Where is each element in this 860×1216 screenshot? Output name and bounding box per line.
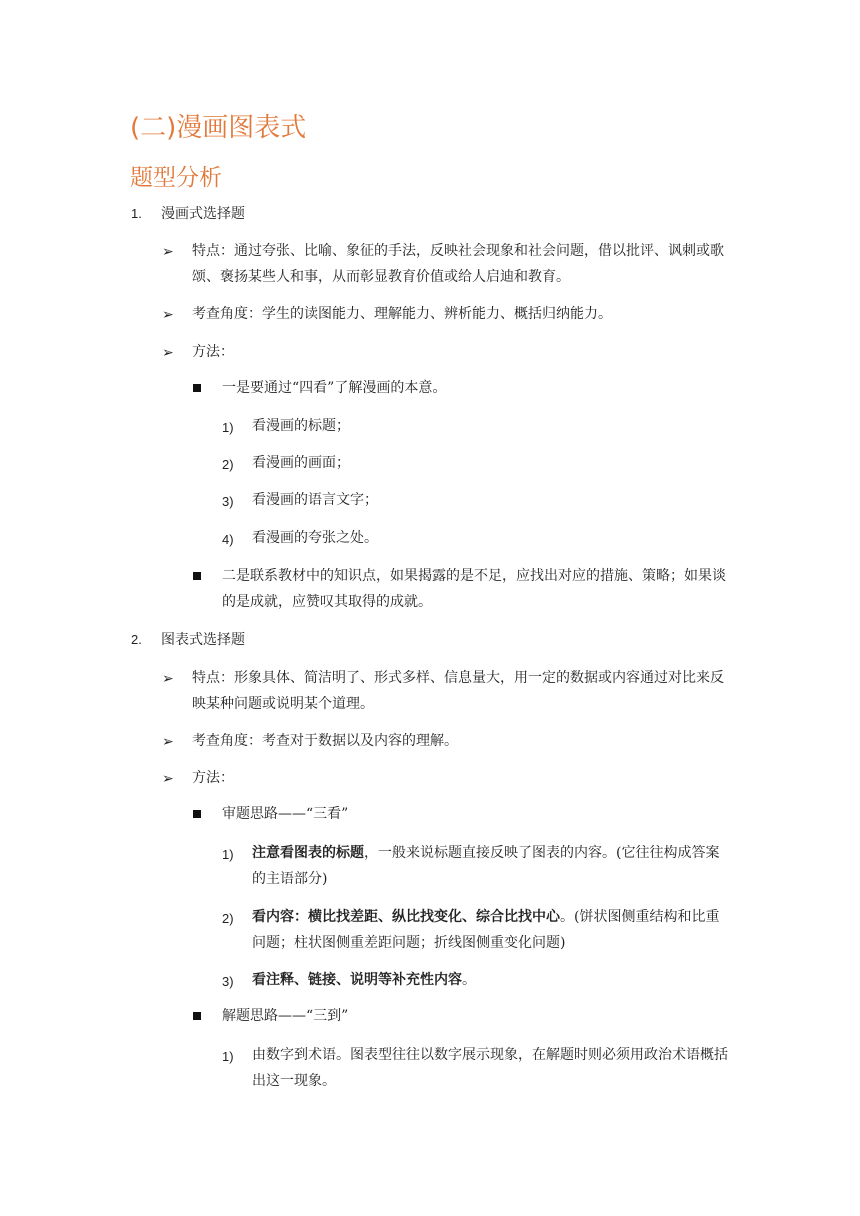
list-item: 二是联系教材中的知识点，如果揭露的是不足，应找出对应的措施、策略；如果谈的是成就，应赞叹其取得的成就。 — [222, 568, 726, 610]
square-bullet-icon — [193, 810, 201, 818]
list-item: 看漫画的语言文字； — [252, 492, 378, 508]
list-item: 由数字到术语。图表型往往以数字展示现象，在解题时则必须用政治术语概括出这一现象。 — [252, 1047, 728, 1089]
bold-text: 看内容：横比找差距、纵比找变化、综合比找中心 — [252, 909, 560, 925]
list-item: 看漫画的标题； — [252, 418, 350, 434]
list-number: 2) — [222, 457, 234, 472]
list-item: 特点：通过夸张、比喻、象征的手法，反映社会现象和社会问题，借以批评、讽刺或歌颂、褒扬某些人和事，从而彰显教育价值或给人启迪和教育。 — [192, 243, 724, 285]
page-title: (二)漫画图表式 — [130, 113, 307, 143]
list-number: 1) — [222, 847, 234, 862]
list-item — [252, 840, 730, 892]
arrow-bullet-icon: ➢ — [162, 307, 174, 323]
list-number: 1) — [222, 420, 234, 435]
list-number: 2. — [131, 632, 142, 647]
list-item: 方法： — [192, 770, 234, 786]
item-text: ，一般来说标题直接反映了图表的内容。(它往往构成答案的主语部分) — [252, 845, 720, 887]
list-item: 特点：形象具体、简洁明了、形式多样、信息量大，用一定的数据或内容通过对比来反映某种问题或说明某个道理。 — [192, 670, 724, 712]
item-text: 。(饼状图侧重结构和比重问题；柱状图侧重差距问题；折线图侧重变化问题) — [252, 909, 720, 951]
list-number: 1) — [222, 1049, 234, 1064]
list-item: 看漫画的画面； — [252, 455, 350, 471]
list-number: 4) — [222, 532, 234, 547]
list-item: 方法： — [192, 344, 234, 360]
arrow-bullet-icon: ➢ — [162, 734, 174, 750]
list-heading: 漫画式选择题 — [161, 206, 245, 222]
list-item: 考查角度：学生的读图能力、理解能力、辨析能力、概括归纳能力。 — [192, 306, 612, 322]
square-bullet-icon — [193, 1012, 201, 1020]
list-number: 1. — [131, 206, 142, 221]
arrow-bullet-icon: ➢ — [162, 345, 174, 361]
list-number: 3) — [222, 974, 234, 989]
list-number: 3) — [222, 494, 234, 509]
item-text: 。 — [462, 972, 476, 988]
list-item: 审题思路——“三看” — [222, 806, 349, 822]
square-bullet-icon — [193, 572, 201, 580]
bold-text: 看注释、链接、说明等补充性内容 — [252, 972, 462, 988]
square-bullet-icon — [193, 384, 201, 392]
list-number: 2) — [222, 911, 234, 926]
list-item: 一是要通过“四看”了解漫画的本意。 — [222, 380, 447, 396]
arrow-bullet-icon: ➢ — [162, 671, 174, 687]
arrow-bullet-icon: ➢ — [162, 244, 174, 260]
bold-text: 注意看图表的标题 — [252, 845, 364, 861]
list-item — [252, 967, 730, 993]
list-item: 考查角度：考查对于数据以及内容的理解。 — [192, 733, 458, 749]
arrow-bullet-icon: ➢ — [162, 771, 174, 787]
list-item: 看漫画的夸张之处。 — [252, 530, 378, 546]
section-subtitle: 题型分析 — [130, 165, 222, 191]
list-item — [252, 904, 730, 956]
list-item: 解题思路——“三到” — [222, 1008, 349, 1024]
list-heading: 图表式选择题 — [161, 632, 245, 648]
